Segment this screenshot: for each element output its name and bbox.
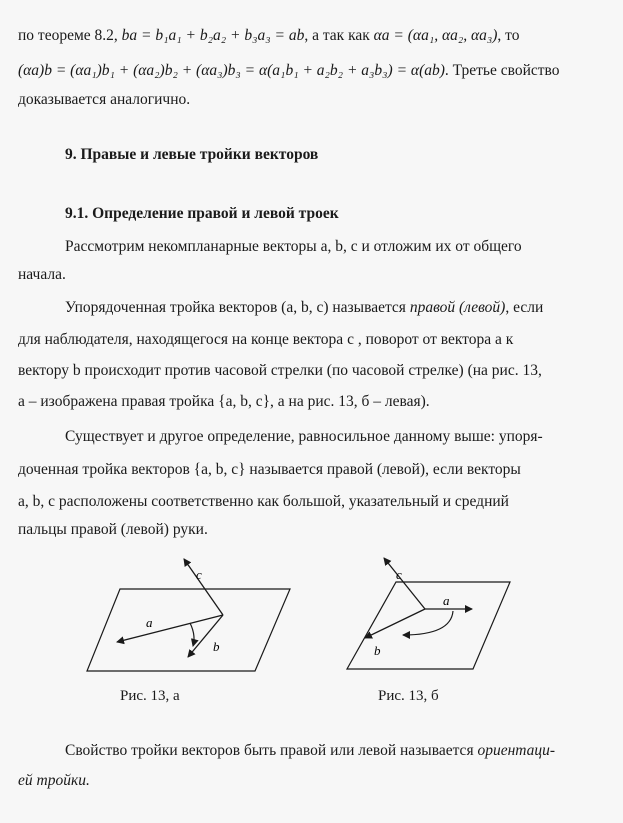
p2-line-3: вектору b происходит против часовой стрелки (по часовой стрелке) (на рис. 13, <box>18 362 542 379</box>
formula-scalar-dot: (αa)b = (αa₁)b₁ + (αa₂)b₂ + (αa₃)b₃ = α(a₁b₁ + a₂b₂ + a₃b₃) = α(ab) <box>18 62 445 79</box>
intro-line-3: доказывается аналогично. <box>18 91 191 108</box>
label-c: c <box>196 567 202 582</box>
caption-13a: Рис. 13, а <box>120 688 180 704</box>
rotation-arc <box>190 623 194 646</box>
section-title: 9. Правые и левые тройки векторов <box>65 146 319 163</box>
term-orientation: ориентаци- <box>477 742 556 759</box>
intro-text-end: , то <box>497 27 520 44</box>
intro-line-2 <box>18 61 560 81</box>
p1-line-1: Рассмотрим некомпланарные векторы a, b, c и отложим их от общего <box>65 238 522 255</box>
figure-13a <box>85 555 295 685</box>
term-right-left: правой (левой) <box>409 299 506 316</box>
p3-line-2: доченная тройка векторов {a, b, c} называется правой (левой), если векторы <box>18 461 521 478</box>
plane-parallelogram <box>87 589 290 671</box>
vector-b-arrow <box>365 609 425 638</box>
p2-text-end: , если <box>505 299 544 316</box>
p4-line-1 <box>65 741 555 761</box>
subsection-title: 9.1. Определение правой и левой троек <box>65 205 339 222</box>
vector-a-arrow <box>117 615 223 642</box>
p2-line-4: а – изображена правая тройка {a, b, c}, а на рис. 13, б – левая). <box>18 393 430 410</box>
caption-13b: Рис. 13, б <box>378 688 439 704</box>
intro-text: по теореме 8.2, <box>18 27 122 44</box>
plane-parallelogram <box>347 582 510 669</box>
p3-line-4: пальцы правой (левой) руки. <box>18 521 208 538</box>
p2-line-1 <box>65 298 543 318</box>
intro-line-1 <box>18 26 520 46</box>
figure-13b <box>345 555 520 685</box>
p2-line-2: для наблюдателя, находящегося на конце вектора c , поворот от вектора a к <box>18 331 514 348</box>
p3-line-1: Существует и другое определение, равносильное данному выше: упоря- <box>65 428 543 445</box>
formula-dot-product: ba = b₁a₁ + b₂a₂ + b₃a₃ = ab <box>121 27 305 44</box>
vector-c-arrow <box>384 558 425 609</box>
formula-scalar-vector: αa = (αa₁, αa₂, αa₃) <box>373 27 498 44</box>
p3-line-3: a, b, c расположены соответственно как большой, указательный и средний <box>18 493 509 510</box>
vector-c-arrow <box>184 559 223 615</box>
rotation-arc <box>403 611 453 635</box>
term-orientation-end: ей тройки. <box>18 772 90 789</box>
p4-text: Свойство тройки векторов быть правой или левой называется <box>65 742 478 759</box>
label-a: a <box>443 593 450 608</box>
label-b: b <box>213 639 220 654</box>
p2-text: Упорядоченная тройка векторов (a, b, c) называется <box>65 299 410 316</box>
label-c: c <box>396 567 402 582</box>
intro-text-mid: , а так как <box>304 27 374 44</box>
label-a: a <box>146 615 153 630</box>
label-b: b <box>374 643 381 658</box>
p1-line-2: начала. <box>18 266 66 283</box>
intro-text-end-2: . Третье свойство <box>444 62 560 79</box>
p4-line-2 <box>18 771 90 791</box>
